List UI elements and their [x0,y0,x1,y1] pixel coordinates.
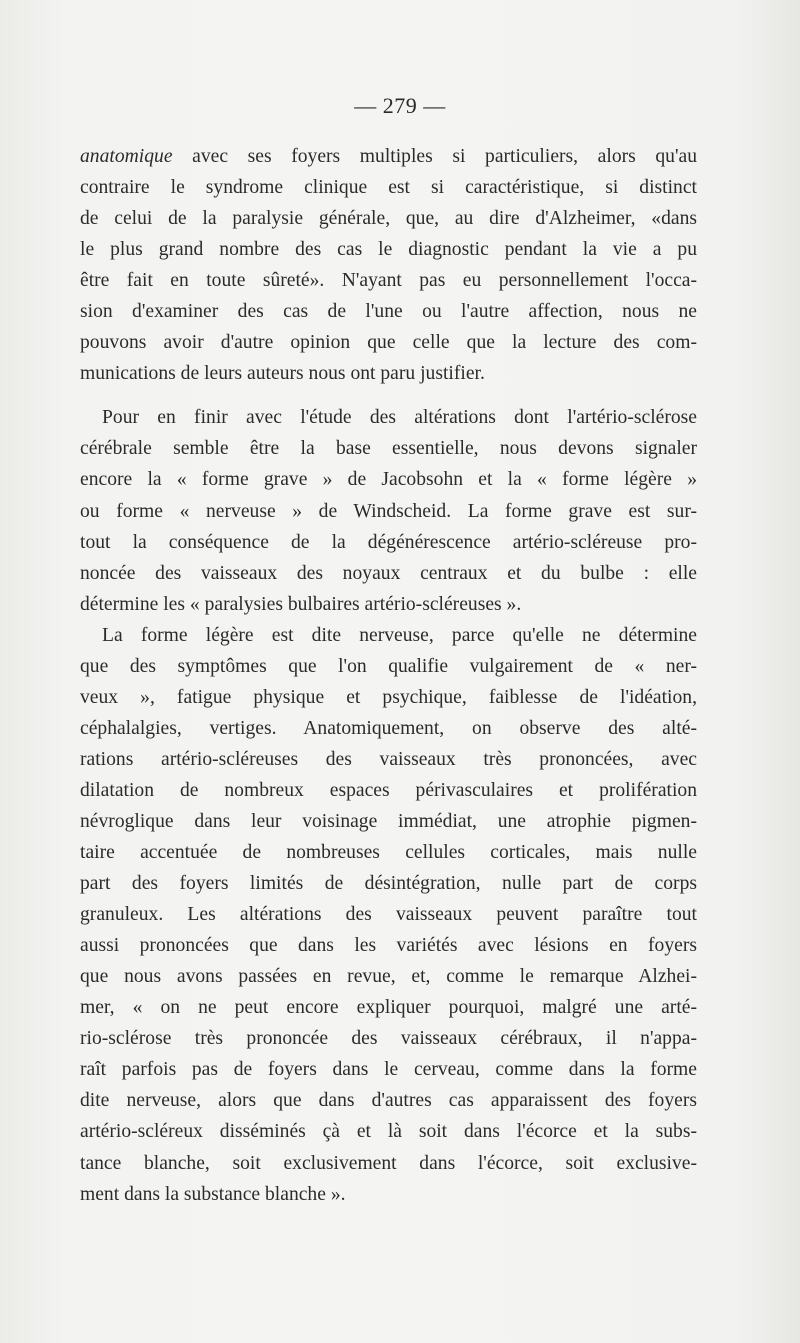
text-line: granuleux. Les altérations des vaisseaux peuvent paraître tout [80,904,697,926]
text-line: détermine les « paralysies bulbaires artério-scléreuses ». [80,593,522,615]
text-line: ou forme « nerveuse » de Windscheid. La forme grave est sur- [80,500,697,522]
body-text [80,141,697,1210]
text-line: sion d'examiner des cas de l'une ou l'autre affection, nous ne [80,301,697,323]
text-line: être fait en toute sûreté». N'ayant pas eu personnellement l'occa- [80,270,697,292]
text-line: que des symptômes que l'on qualifie vulgairement de « ner- [80,655,697,677]
page-number: — 279 — [354,93,446,118]
italic-word: anatomique [80,146,173,167]
text-line: cérébrale semble être la base essentielle, nous devons signaler [80,438,697,460]
text-line: que nous avons passées en revue, et, comme le remarque Alzhei- [80,966,697,988]
text-fragment: avec ses foyers multiples si particuliers, alors qu'au [192,146,697,167]
text-line: Pour en finir avec l'étude des altérations dont l'artério-sclérose [102,407,697,429]
paragraph-1 [80,141,697,389]
text-line: de celui de la paralysie générale, que, au dire d'Alzheimer, «dans [80,208,697,230]
text-line: part des foyers limités de désintégration, nulle part de corps [80,873,697,895]
text-line [80,141,697,172]
text-line: aussi prononcées que dans les variétés avec lésions en foyers [80,935,697,957]
paragraph-3 [80,620,697,1210]
text-line: encore la « forme grave » de Jacobsohn et la « forme légère » [80,469,697,491]
text-line: dilatation de nombreux espaces périvasculaires et prolifération [80,779,697,801]
text-line: veux », fatigue physique et psychique, faiblesse de l'idéation, [80,686,697,708]
text-line: contraire le syndrome clinique est si caractéristique, si distinct [80,177,697,199]
text-line: le plus grand nombre des cas le diagnostic pendant la vie a pu [80,239,697,261]
text-line: rio-sclérose très prononcée des vaisseaux cérébraux, il n'appa- [80,1028,697,1050]
paragraph-2 [80,402,697,619]
text-line: rations artério-scléreuses des vaisseaux très prononcées, avec [80,748,697,770]
text-line: taire accentuée de nombreuses cellules corticales, mais nulle [80,842,697,864]
text-line: ment dans la substance blanche ». [80,1183,346,1205]
text-line: mer, « on ne peut encore expliquer pourquoi, malgré une arté- [80,997,697,1019]
text-line: névroglique dans leur voisinage immédiat, une atrophie pigmen- [80,810,697,832]
text-line: La forme légère est dite nerveuse, parce qu'elle ne détermine [102,624,697,646]
text-line: tout la conséquence de la dégénérescence artério-scléreuse pro- [80,531,697,553]
text-line: pouvons avoir d'autre opinion que celle que la lecture des com- [80,332,697,354]
text-line: dite nerveuse, alors que dans d'autres cas apparaissent des foyers [80,1090,697,1112]
text-line: céphalalgies, vertiges. Anatomiquement, on observe des alté- [80,717,697,739]
text-line: tance blanche, soit exclusivement dans l'écorce, soit exclusive- [80,1152,697,1174]
text-line: munications de leurs auteurs nous ont paru justifier. [80,363,485,385]
text-line: artério-scléreux disséminés çà et là soit dans l'écorce et la subs- [80,1121,697,1143]
text-line: raît parfois pas de foyers dans le cerveau, comme dans la forme [80,1059,697,1081]
text-line: noncée des vaisseaux des noyaux centraux et du bulbe : elle [80,562,697,584]
